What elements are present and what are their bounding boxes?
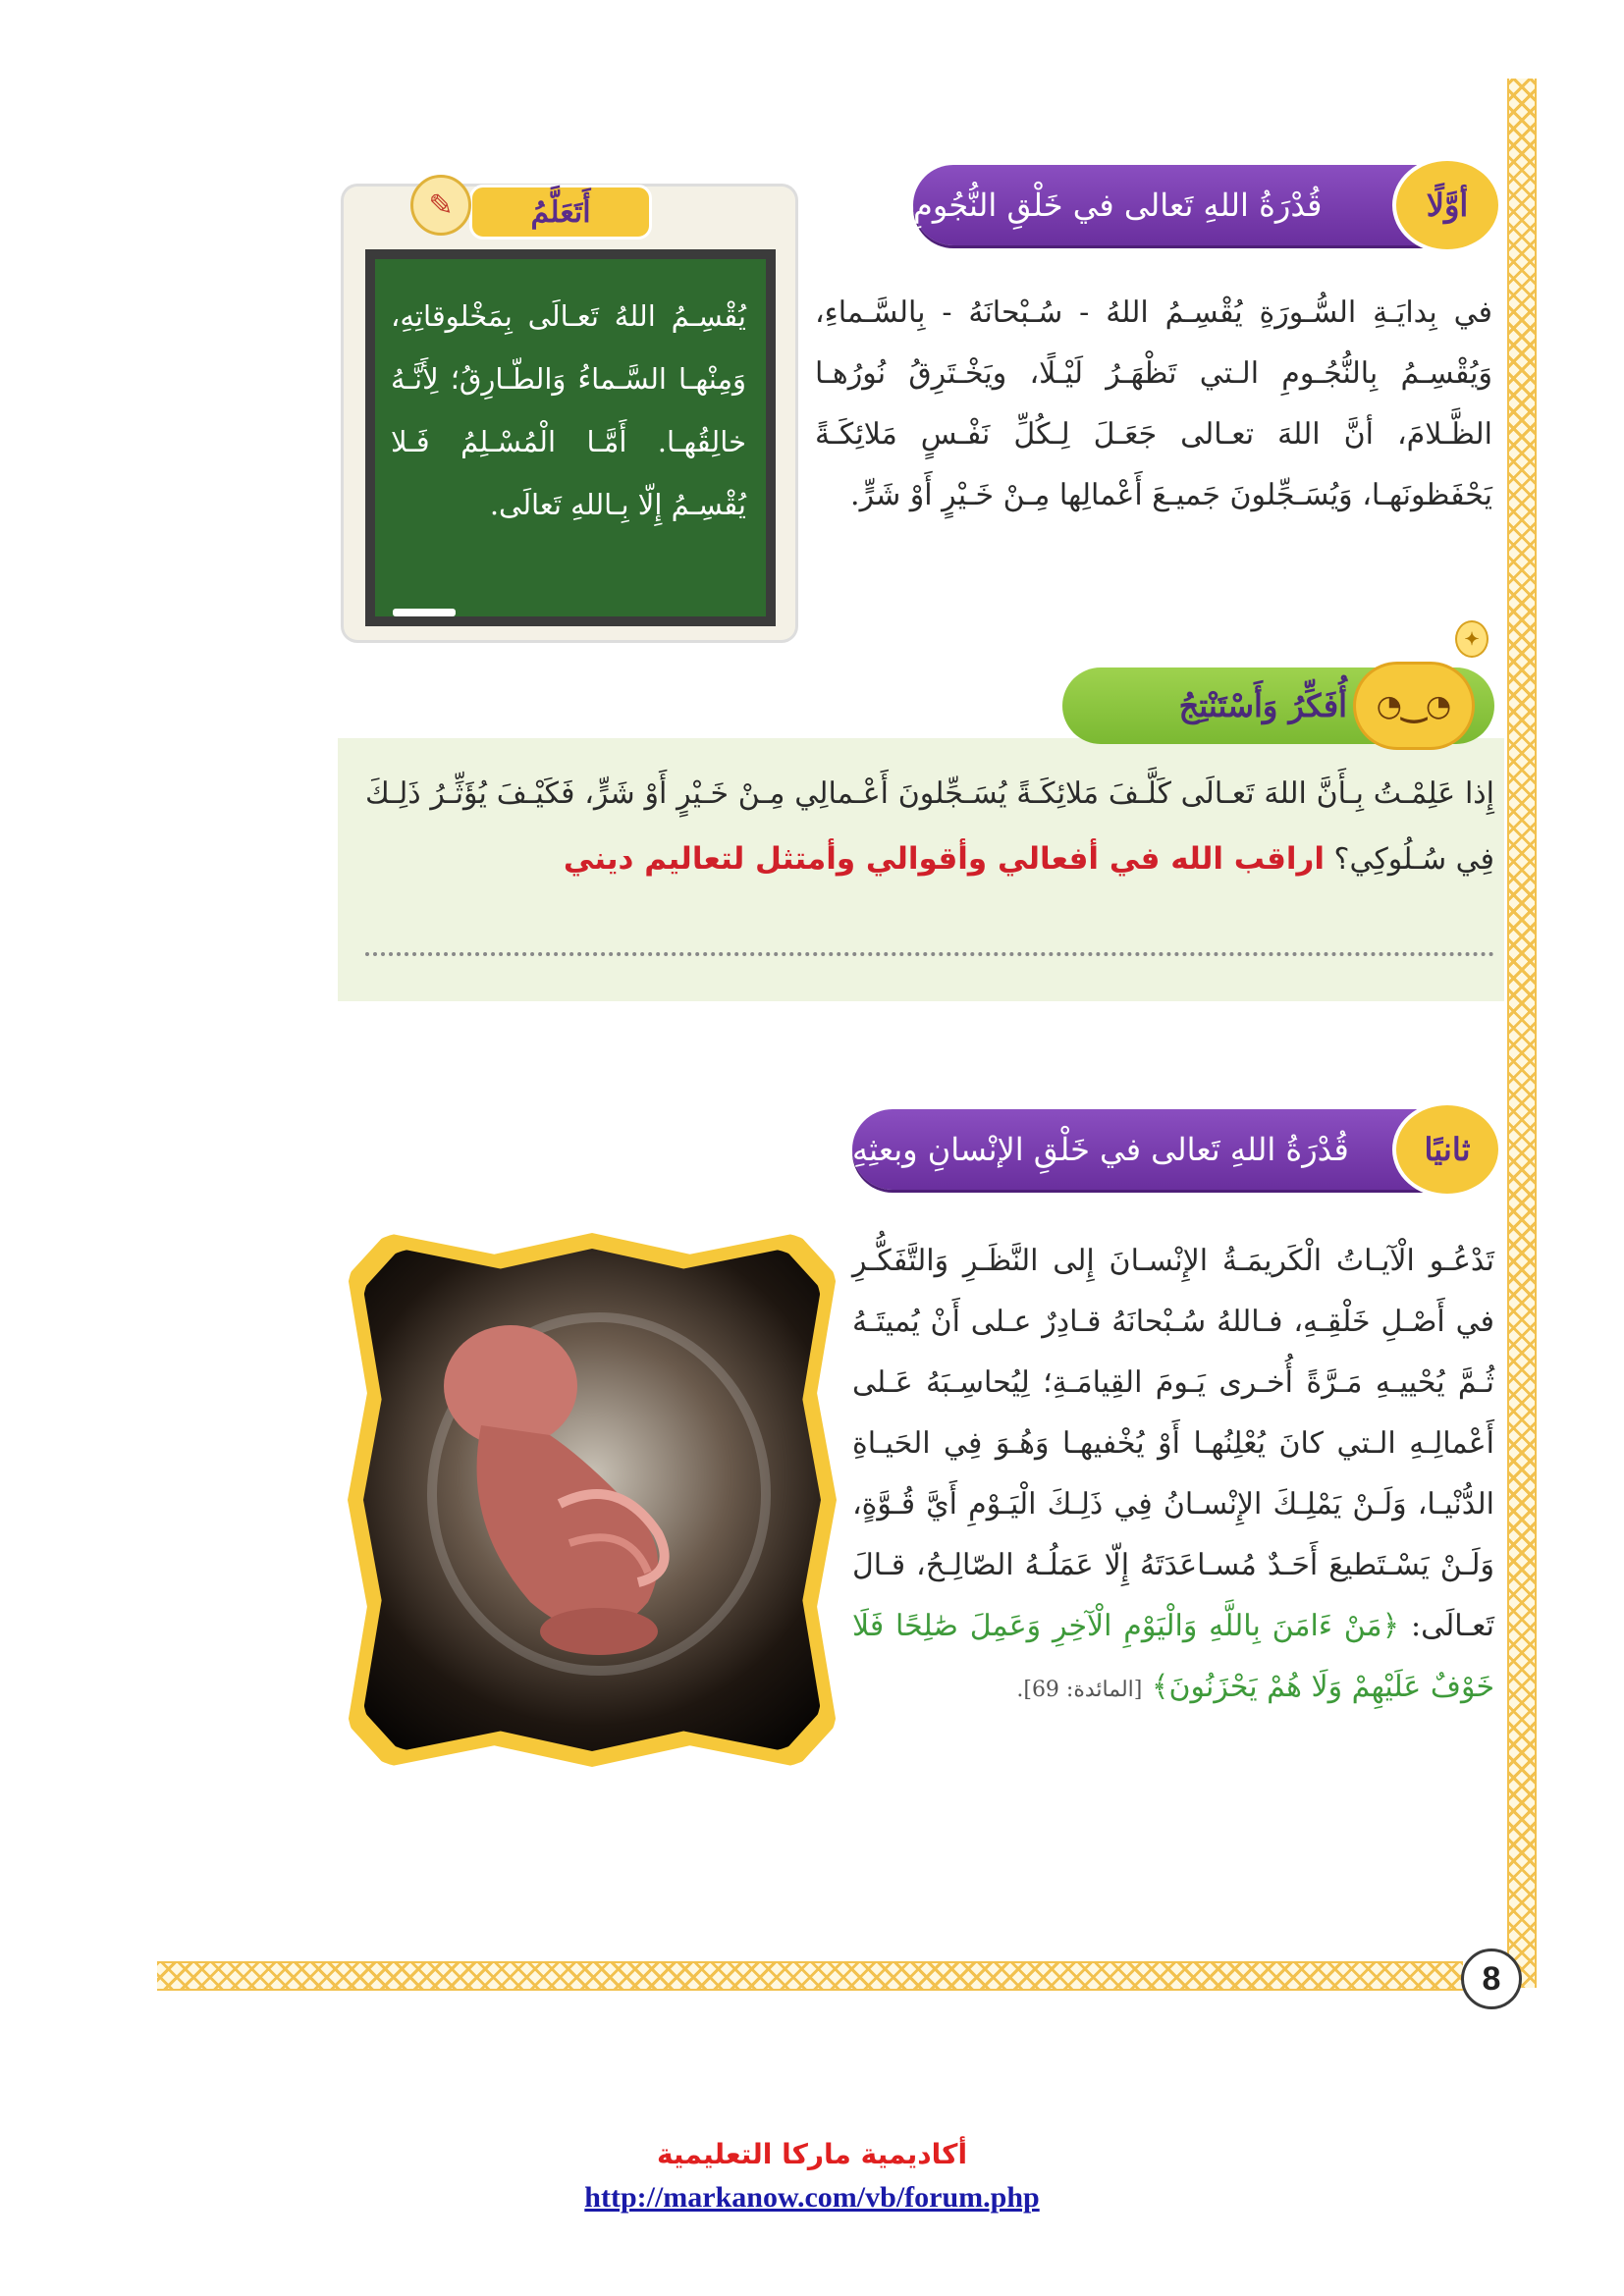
learn-board-text: يُقْسِـمُ اللهُ تَعـالَى بِمَخْلوقاتِهِ، وَمِنْهـا السَّـماءُ وَالطّـارِقُ؛ لِأَنَّـهُ خالِقُهـا. أَمَّـا الْمُسْـلِمُ فَـلا يُقْسِـمُ إِلّا بِـاللهِ تَعالَى. [365,249,776,626]
section2-paragraph [852,1231,1494,1721]
thinking-cloud-icon: ◔‿◔ [1353,662,1475,750]
think-title: أُفَكِّرُ وَأَسْتَنْتِجُ [1178,687,1347,724]
embryo-image [363,1249,821,1751]
learn-title: أَتَعَلَّمُ [469,185,652,240]
think-answer: اراقب الله في أفعالي وأقوالي وأمتثل لتعاليم ديني [563,841,1325,877]
section1-badge: أوَّلًا [1392,157,1502,253]
embryo-illustration [363,1249,821,1751]
chalk-icon [393,609,456,616]
section1-banner [913,165,1496,245]
quran-verse: ﴿مَنْ ءَامَنَ بِاللَّهِ وَالْيَوْمِ الْآخِرِ وَعَمِلَ صَٰلِحًا فَلَا خَوْفٌ عَلَيْهِمْ وَلَا هُمْ يَحْزَنُونَ﴾ [852,1609,1494,1704]
section2-text: تَدْعُـو الْآيـاتُ الْكَريمَـةُ الإِنْسـانَ إِلى النَّظَـرِ وَالتَّفَكُّـرِ في أَصْـلِ خَلْقِـهِ، فـاللهُ سُـبْحانَهُ قـادِرٌ عـلى أَنْ يُميتَـهُ ثُـمَّ يُحْييـهِ مَـرَّةً أُخـرى يَـومَ القِيامَـةِ؛ لِيُحاسِـبَهُ عَـلى أَعْمالِـهِ الـتي كانَ يُعْلِنُهـا أَوْ يُخْفيهـا وَهُـوَ فِي الحَيـاةِ الدُّنْيـا، وَلَـنْ يَمْلِـكَ الإِنْسـانُ فِي ذَلِـكَ الْيَـوْمِ أَيَّ قُـوَّةٍ، وَلَـنْ يَسْـتَطيعَ أَحَـدٌ مُسـاعَدَتَهُ إِلّا عَمَلُـهُ الصّالِـحُ، قـالَ تَعـالَى: [852,1244,1494,1643]
think-question-text: إِذا عَلِمْـتُ بِـأَنَّ اللهَ تَعـالَى كَلَّـفَ مَلائِكَـةً يُسَـجِّلونَ أَعْـمالِي مِـنْ خَـيْرٍ أَوْ شَرٍّ، فَكَيْـفَ يُؤَثِّـرُ ذَلِـكَ فِي سُـلُوكِي؟ [365,776,1494,877]
answer-dotted-line [365,948,1494,956]
think-question [365,762,1494,892]
page-number: 8 [1461,1949,1522,2009]
section2-badge: ثانيًا [1392,1101,1502,1198]
footer-academy-name: أكاديمية ماركا التعليمية [656,2138,968,2170]
section2-banner [852,1109,1496,1190]
think-banner [1062,628,1494,744]
pencil-icon: ✎ [410,175,471,236]
decorative-border-right [1507,79,1537,1988]
verse-reference: [المائدة: 69]. [1016,1678,1143,1702]
section2-title: قُدْرَةُ اللهِ تَعالى في خَلْقِ الإنْسانِ وبعثِهِ [852,1131,1349,1168]
footer-url-link[interactable]: http://markanow.com/vb/forum.php [584,2181,1040,2214]
lightbulb-icon: ✦ [1455,620,1489,658]
section1-paragraph: في بِدايَـةِ السُّـورَةِ يُقْسِـمُ اللهُ - سُـبْحانَهُ - بِالسَّـماءِ، وَيُقْسِـمُ بِالنُّجُـومِ الـتي تَظْهَـرُ لَيْـلًا، ويَخْـتَرِقُ نُورُهـا الظَّـلامَ، أنَّ اللهَ تعـالى جَعَـلَ لِـكُلِّ نَفْـسٍ مَلائِكَـةً يَحْفَظونَهـا، وَيُسَـجِّلونَ جَميـعَ أَعْمالِها مِـنْ خَـيْرٍ أَوْ شَرٍّ. [815,295,1492,512]
section1-title: قُدْرَةُ اللهِ تَعالى في خَلْقِ النُّجُومِ [913,187,1323,224]
decorative-border-bottom [157,1961,1463,1991]
